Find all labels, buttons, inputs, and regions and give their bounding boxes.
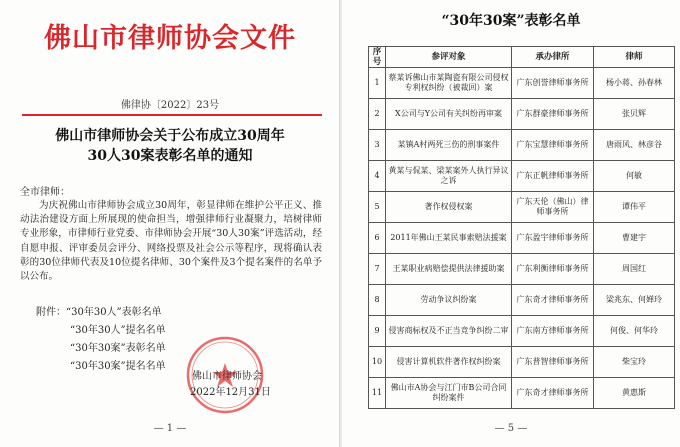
attachment-item: “30年30案”表彰名单 xyxy=(70,343,166,354)
table-row xyxy=(369,378,675,409)
row-number: 11 xyxy=(369,378,386,409)
signing-organization: 佛山市律师协会 xyxy=(192,371,262,382)
column-header-lawyer: 律师 xyxy=(594,47,675,68)
table-row xyxy=(369,99,675,130)
signing-date: 2022年12月31日 xyxy=(190,387,271,398)
law-firm: 广东盈宇律师事务所 xyxy=(512,223,594,254)
attachment-item: “30年30案”提名名单 xyxy=(70,361,166,372)
lawyer-names: 谭伟平 xyxy=(594,192,675,223)
case-name: 黄某与侃某、梁某案外人执行异议之诉 xyxy=(386,161,512,192)
lawyer-names: 何敏 xyxy=(594,161,675,192)
lawyer-names: 柴宝玲 xyxy=(594,347,675,378)
case-name: 王某职业病赔偿提供法律援助案 xyxy=(386,254,512,285)
row-number: 2 xyxy=(369,99,386,130)
notice-title-line-2: 30人30案表彰名单的通知 xyxy=(87,148,253,164)
page-number: — 5 — xyxy=(494,423,528,434)
notice-title xyxy=(0,126,340,166)
table-row xyxy=(369,192,675,223)
salutation: 全市律师： xyxy=(20,187,70,198)
lawyer-names: 黄惠斯 xyxy=(594,378,675,409)
lawyer-names: 梁兆东、何婵玲 xyxy=(594,285,675,316)
doc-number: 佛律协〔2022〕23号 xyxy=(120,100,220,111)
law-firm: 广东天伦（佛山）律师事务所 xyxy=(512,192,594,223)
table-row xyxy=(369,223,675,254)
column-header-no: 序号 xyxy=(369,47,386,68)
table-row xyxy=(369,285,675,316)
table-row xyxy=(369,347,675,378)
lawyer-names: 周国红 xyxy=(594,254,675,285)
row-number: 5 xyxy=(369,192,386,223)
right-page xyxy=(342,0,680,447)
notice-title-line-1: 佛山市律师协会关于公布成立30周年 xyxy=(55,128,285,144)
page-number: — 1 — xyxy=(153,423,187,434)
red-divider xyxy=(22,114,322,116)
row-number: 3 xyxy=(369,130,386,161)
row-number: 6 xyxy=(369,223,386,254)
row-number: 1 xyxy=(369,68,386,99)
law-firm: 广东奇才律师事务所 xyxy=(512,285,594,316)
row-number: 8 xyxy=(369,285,386,316)
law-firm: 广东正帆律师事务所 xyxy=(512,161,594,192)
table-row xyxy=(369,316,675,347)
table-row xyxy=(369,161,675,192)
case-name: 2011年佛山王某民事索赔法援案 xyxy=(386,223,512,254)
law-firm: 广东南方律师事务所 xyxy=(512,316,594,347)
lawyer-names: 何俊、何华玲 xyxy=(594,316,675,347)
case-name: 侵害计算机软件著作权纠纷案 xyxy=(386,347,512,378)
lawyer-names: 张贝辉 xyxy=(594,99,675,130)
column-header-firm: 承办律所 xyxy=(512,47,594,68)
law-firm: 广东创誉律师事务所 xyxy=(512,68,594,99)
table-body xyxy=(369,68,675,409)
column-header-case: 参评对象 xyxy=(386,47,512,68)
table-row xyxy=(369,130,675,161)
row-number: 10 xyxy=(369,347,386,378)
lawyer-names: 曹建宇 xyxy=(594,223,675,254)
law-firm: 广东普智律师事务所 xyxy=(512,347,594,378)
attachment-item: “30年30人”提名名单 xyxy=(70,325,166,336)
table-header-row xyxy=(369,47,675,68)
case-name: 著作权侵权案 xyxy=(386,192,512,223)
notice-body: 为庆祝佛山市律师协会成立30周年，彰显律师在维护公平正义、推动法治建设方面上所展现的使命担当，增强律师行业凝聚力，培树律师专业形象，市律师行业党委、市律师协会开展“30人30案”评选活动，经自愿申报、评审委员会评分、网络投票及社会公示等程序，现将确认表彰的30位律师代表及10位提名律师、30个案件及3个提名案件的名单予以公布。 xyxy=(20,200,322,283)
law-firm: 广东群豪律师事务所 xyxy=(512,99,594,130)
attachment-item: 附件：“30年30人”表彰名单 xyxy=(36,307,162,318)
case-name: 蔡某诉佛山市某陶瓷有限公司侵权专利权纠纷（被裁回）案 xyxy=(386,68,512,99)
row-number: 7 xyxy=(369,254,386,285)
case-name: 劳动争议纠纷案 xyxy=(386,285,512,316)
law-firm: 广东利衡律师事务所 xyxy=(512,254,594,285)
lawyer-names: 杨小蒋、孙春林 xyxy=(594,68,675,99)
case-name: 某镇A村两死三伤的刑事案件 xyxy=(386,130,512,161)
law-firm: 广东奇才律师事务所 xyxy=(512,378,594,409)
table-row xyxy=(369,254,675,285)
law-firm: 广东宝慧律师事务所 xyxy=(512,130,594,161)
row-number: 4 xyxy=(369,161,386,192)
award-table xyxy=(368,46,675,409)
case-name: 佛山市A协会与江门市B公司合同纠纷案件 xyxy=(386,378,512,409)
lawyer-names: 唐雨风、林彦谷 xyxy=(594,130,675,161)
list-title: “30年30案”表彰名单 xyxy=(441,13,581,29)
case-name: X公司与Y公司有关纠纷再审案 xyxy=(386,99,512,130)
row-number: 9 xyxy=(369,316,386,347)
case-name: 侵害商标权及不正当竞争纠纷二审 xyxy=(386,316,512,347)
table-row xyxy=(369,68,675,99)
org-header: 佛山市律师协会文件 xyxy=(44,23,296,54)
